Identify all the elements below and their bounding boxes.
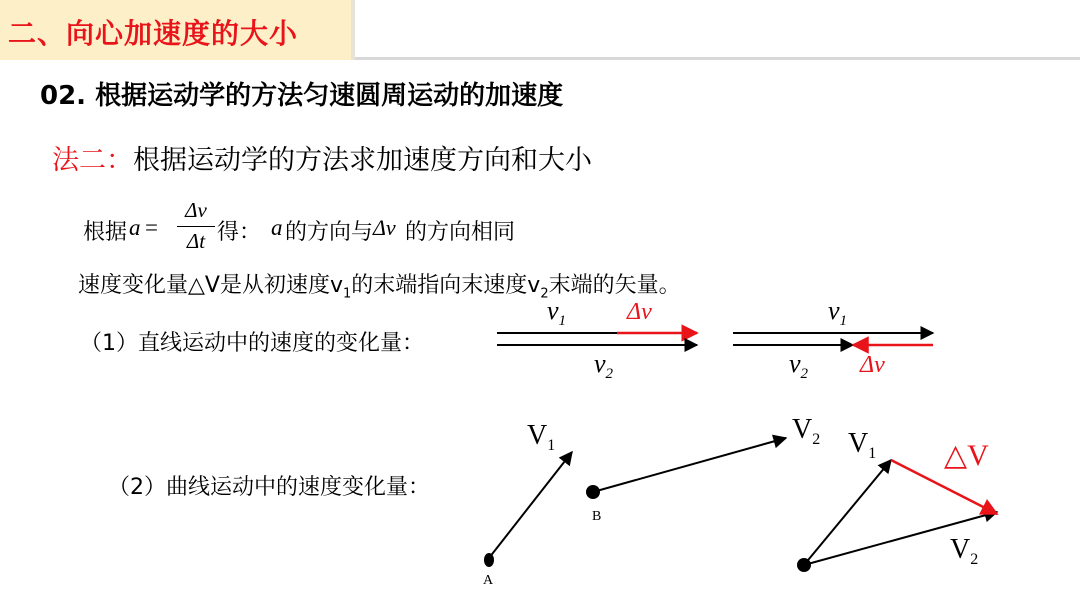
point-B-label: B — [592, 509, 602, 524]
formula-mid: 的方向与 — [285, 220, 374, 245]
formula-a: a — [129, 215, 141, 240]
point-A-label: A — [483, 573, 494, 588]
formula-dv: Δv — [373, 215, 396, 240]
formula-numerator: Δv — [185, 198, 207, 222]
triangle-V2-label: $V_2$ — [950, 534, 979, 568]
triangle-dV-label: △V — [944, 439, 989, 472]
desc-part2: 的末端指向末速度v — [351, 273, 541, 298]
method-text: 根据运动学的方法求加速度方向和大小 — [133, 145, 592, 176]
V2-vector — [593, 438, 786, 492]
curve-motion-label: （2）曲线运动中的速度变化量： — [108, 475, 430, 500]
formula-a2: a — [271, 215, 283, 240]
banner-title: 二、向心加速度的大小 — [8, 17, 299, 50]
v1-label-2: $v_1$ — [828, 296, 848, 329]
v1-label-1: $v_1$ — [547, 296, 567, 329]
formula-tail: 的方向相同 — [405, 220, 516, 245]
dv-label-2: Δv — [860, 352, 885, 378]
V2-label: $V_2$ — [792, 414, 821, 448]
vector-triangle — [797, 428, 997, 572]
triangle-V1-label: $V_1$ — [848, 428, 877, 462]
v2-label-2: $v_2$ — [789, 349, 809, 382]
curve-v2-at-B — [586, 414, 820, 524]
curve-v1-at-A — [483, 420, 572, 588]
formula-after: 得： — [217, 220, 262, 245]
straight-diagram-1 — [497, 296, 697, 382]
v2-label-1: $v_2$ — [594, 349, 614, 382]
desc-sub2: 2 — [540, 286, 549, 302]
desc-part3: 末端的矢量。 — [548, 273, 681, 298]
straight-diagram-2 — [733, 296, 933, 382]
V1-vector — [489, 452, 572, 558]
desc-sub1: 1 — [343, 286, 352, 302]
method-label: 法二： — [52, 145, 133, 176]
desc-part1: 速度变化量△V是从初速度v — [78, 273, 343, 298]
triangle-V1-vector — [804, 460, 891, 565]
formula-prefix: 根据 — [83, 220, 128, 245]
section-heading: 02. 根据运动学的方法匀速圆周运动的加速度 — [40, 81, 564, 111]
dv-label-1: Δv — [627, 299, 652, 325]
straight-motion-label: （1）直线运动中的速度的变化量： — [80, 331, 424, 356]
formula-eq: = — [145, 215, 158, 240]
V1-label: $V_1$ — [527, 420, 556, 454]
formula-denominator: Δt — [186, 229, 206, 253]
